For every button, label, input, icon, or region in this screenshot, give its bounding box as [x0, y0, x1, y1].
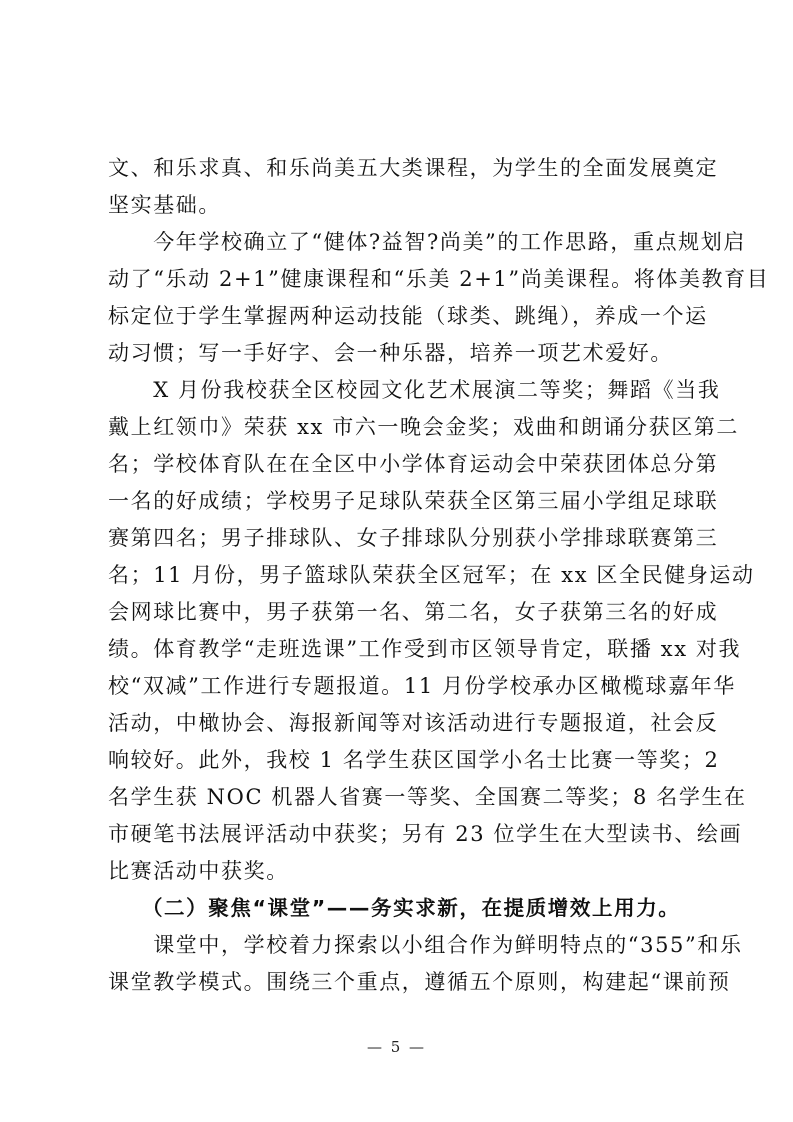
text-line: 名；11 月份，男子篮球队荣获全区冠军；在 xx 区全民健身运动	[108, 563, 755, 587]
text-line: 比赛活动中获奖。	[108, 859, 289, 883]
text-line: 动了“乐动 2+1”健康课程和“乐美 2+1”尚美课程。将体美教育目	[108, 267, 770, 291]
text-line: 绩。体育教学“走班选课”工作受到市区领导肯定，联播 xx 对我	[108, 637, 742, 661]
text-line: 课堂教学模式。围绕三个重点，遵循五个原则，构建起“课前预	[108, 970, 731, 994]
text-line: 标定位于学生掌握两种运动技能（球类、跳绳），养成一个运	[108, 304, 708, 328]
section-heading: （二）聚焦“课堂”——务实求新，在提质增效上用力。	[108, 896, 681, 920]
text-line: 课堂中，学校着力探索以小组合作为鲜明特点的“355”和乐	[108, 933, 743, 957]
text-line: X 月份我校获全区校园文化艺术展演二等奖；舞蹈《当我	[108, 378, 721, 402]
text-line: 今年学校确立了“健体?益智?尚美”的工作思路，重点规划启	[108, 230, 746, 254]
text-line: 响较好。此外，我校 1 名学生获区国学小名士比赛一等奖；2	[108, 748, 720, 772]
text-line: 戴上红领巾》荣获 xx 市六一晚会金奖；戏曲和朗诵分获区第二	[108, 415, 740, 439]
text-line: 名；学校体育队在在全区中小学体育运动会中荣获团体总分第	[108, 452, 719, 476]
text-line: 名学生获 NOC 机器人省赛一等奖、全国赛二等奖；8 名学生在	[108, 785, 747, 809]
text-line: 赛第四名；男子排球队、女子排球队分别获小学排球联赛第三	[108, 526, 719, 550]
document-body	[108, 150, 770, 1001]
text-line: 校“双减”工作进行专题报道。11 月份学校承办区橄榄球嘉年华	[108, 674, 736, 698]
text-line: 一名的好成绩；学校男子足球队荣获全区第三届小学组足球联	[108, 489, 719, 513]
text-line: 坚实基础。	[108, 193, 221, 217]
page-number: — 5 —	[366, 1038, 427, 1056]
text-line: 动习惯；写一手好字、会一种乐器，培养一项艺术爱好。	[108, 341, 673, 365]
text-line: 活动，中橄协会、海报新闻等对该活动进行专题报道，社会反	[108, 711, 719, 735]
text-line: 市硬笔书法展评活动中获奖；另有 23 位学生在大型读书、绘画	[108, 822, 743, 846]
text-line: 文、和乐求真、和乐尚美五大类课程，为学生的全面发展奠定	[108, 156, 719, 180]
text-line: 会网球比赛中，男子获第一名、第二名，女子获第三名的好成	[108, 600, 719, 624]
